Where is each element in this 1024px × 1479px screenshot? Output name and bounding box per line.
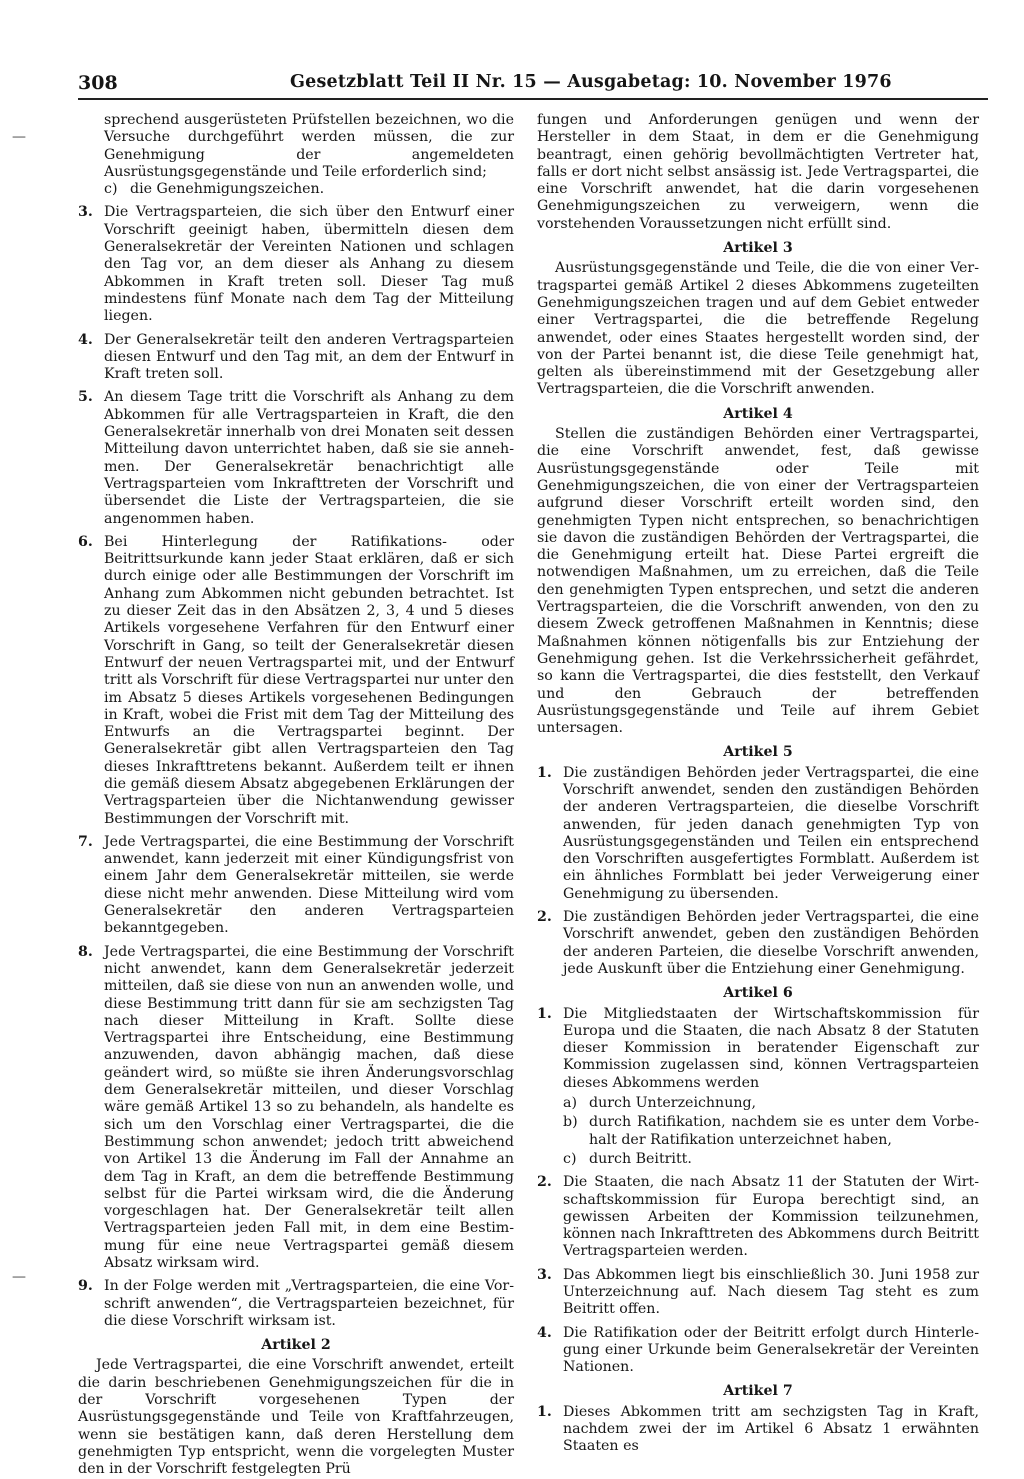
paragraph-number: 2.: [537, 1174, 552, 1191]
article-6-paragraph-2: [537, 1174, 979, 1260]
item-text: durch Beitritt.: [589, 1150, 692, 1167]
page-number: 308: [78, 72, 118, 94]
paragraph-text: Jede Vertragspartei, die eine Bestimmung der Vorschrift anwendet, kann jederzeit mit einer Kündigungsfrist von einem Jahr dem Generalsekretär mitteilen, sie werde diese nicht mehr anwenden. Diese Mitteilung wird vom Generalsekretär den anderen Vertragsparteien bekanntgegeben.: [104, 833, 514, 937]
item-label: b): [563, 1114, 578, 1131]
paragraph-4: [78, 332, 514, 384]
left-column: [78, 112, 514, 1479]
paragraph-text: Die Vertragsparteien, die sich über den Entwurf einer Vorschrift geeinigt haben, übermitteln diesen dem Generalsekretär der Vereinten Nationen und schlagen den Tag vor, an dem dieser als Anhang zu diesem Abkommen in Kraft treten soll. Dieser Tag muß mindestens fünf Monate nach dem Tag der Mitteilung liegen.: [104, 204, 514, 325]
article-7-heading: Artikel 7: [723, 1383, 793, 1400]
item-label: c): [563, 1150, 577, 1167]
paragraph-9: [78, 1278, 514, 1330]
running-title: Gesetzblatt Teil II Nr. 15 — Ausgabetag: 10. November 1976: [290, 72, 892, 92]
article-4-heading: Artikel 4: [723, 405, 793, 422]
paragraph-number: 1.: [537, 1403, 552, 1420]
paragraph-text: Jede Vertragspartei, die eine Bestimmung der Vorschrift nicht anwendet, kann dem Generalsekretär jederzeit mitteilen, daß sie diese von nun an anwenden wolle, und diese Bestimmung tritt dann für sie am sechzigsten Tag nach dieser Mitteilung in Kraft. Sollte diese Vertragspartei ihre Entscheidung, eine Bestimmung anzuwenden, davon abhängig machen, daß diese geändert wird, so müßte sie ihren Änderungsvorschlag dem Generalsekretär mitteilen, und dieser Vorschlag wäre gemäß Artikel 13 so zu behandeln, als handelte es sich um den Vorschlag einer Vertragspartei, die die Bestimmung schon anwendet; jedoch tritt abweichend von Artikel 13 die Änderung im Fall der Annahme an dem Tag in Kraft, an dem die betreffende Bestimmung selbst für die Partei wirksam wird, die die Änderung vorgeschlagen hat. Der Generalsekretär teilt allen Vertragsparteien jeden Fall mit, in dem eine Bestimmung für eine neue Vertragspartei gemäß diesem Absatz wirksam wird.: [104, 943, 514, 1271]
paragraph-text: Die Mitgliedstaaten der Wirtschaftskommission für Europa und die Staaten, die nach Absatz 8 der Statuten dieser Kommission in beratender Eigenschaft zur Kommission zugelassen sind, können Vertragsparteien dieses Abkommens werden: [563, 1005, 979, 1091]
article-3-text: Ausrüstungsgegenstände und Teile, die die von einer Vertragspartei gemäß Artikel 2 dieses Abkommens zugeteilten Genehmigungszeichen tragen und auf dem Gebiet entweder einer Vertragspartei, die die betreffende Regelung anwendet, oder eines Staates hergestellt worden sind, der von der Partei benannt ist, die diese Teile genehmigt hat, gelten als übereinstimmend mit der Gesetzgebung aller Vertragsparteien, die die Vorschrift anwenden.: [537, 260, 979, 398]
item-b-continuation: sprechend ausgerüsteten Prüfstellen bezeichnen, wo die Versuche durchgeführt werden müssen, die zur Genehmigung der angemeldeten Ausrüstungsgegenstände und Teile erforderlich sind;: [104, 112, 514, 180]
paragraph-number: 1.: [537, 764, 552, 781]
article-5-paragraph-1: [537, 765, 979, 903]
paragraph-text: Die zuständigen Behörden jeder Vertragspartei, die eine Vorschrift anwendet, geben den zuständigen Behörden der anderen Parteien, die dieselbe Vorschrift anwenden, jede Auskunft über die Entziehung einer Genehmigung.: [563, 909, 979, 977]
paragraph-number: 7.: [78, 833, 93, 850]
paragraph-number: 3.: [537, 1266, 552, 1283]
paragraph-text: Der Generalsekretär teilt den anderen Vertragsparteien diesen Entwurf und den Tag mit, an dem der Entwurf in Kraft treten soll.: [104, 331, 514, 383]
paragraph-5: [78, 389, 514, 527]
item-text: die Genehmigungszeichen.: [130, 181, 325, 198]
paragraph-number: 6.: [78, 533, 93, 550]
paragraph-number: 4.: [78, 331, 93, 348]
list-item-c: [78, 181, 514, 198]
list-item-a: [537, 1095, 979, 1112]
article-6-paragraph-1: [537, 1006, 979, 1092]
article-6-heading: Artikel 6: [723, 985, 793, 1002]
paragraph-number: 8.: [78, 943, 93, 960]
article-2-heading: Artikel 2: [261, 1337, 331, 1354]
article-5-paragraph-2: [537, 909, 979, 978]
article-5-heading: Artikel 5: [723, 744, 793, 761]
article-7-paragraph-1: [537, 1404, 979, 1456]
paragraph-text: Bei Hinterlegung der Ratifikations- oder Beitrittsurkunde kann jeder Staat erklären, daß er sich durch einige oder alle Bestimmungen der Vorschrift im Anhang zum Abkommen nicht gebunden betrachtet. Ist zu dieser Zeit das in den Absätzen 2, 3, 4 und 5 dieses Artikels vorgesehene Verfahren für den Entwurf einer Vorschrift in Gang, so teilt der Generalsekretär diesen Entwurf der neuen Vertragspartei mit, und der Entwurf tritt als Vorschrift für diese Vertragspartei nur unter den im Absatz 5 dieses Artikels vorgesehenen Bedingungen in Kraft, wobei die Frist mit dem Tag der Mitteilung des Entwurfs an die Vertragspartei beginnt. Der Generalsekretär gibt allen Vertragsparteien den Tag dieses Inkrafttretens bekannt. Außerdem teilt er ihnen die gemäß diesem Absatz abgegebenen Erklärungen der Vertragsparteien über die Nichtanwendung gewisser Bestimmungen der Vorschrift mit.: [104, 533, 514, 827]
paragraph-text: Die Staaten, die nach Absatz 11 der Statuten der Wirtschaftskommission für Europa berechtigt sind, an gewissen Arbeiten der Kommission teilzunehmen, können nach Inkrafttreten des Abkommens durch Beitritt Vertragsparteien werden.: [563, 1174, 979, 1260]
paragraph-text: Dieses Abkommen tritt am sechzigsten Tag in Kraft, nachdem zwei der im Artikel 6 Absatz 1 erwähnten Staaten es: [563, 1403, 979, 1455]
header-rule: [78, 98, 988, 100]
page-header: [78, 72, 988, 98]
paragraph-8: [78, 944, 514, 1273]
item-label: c): [104, 181, 118, 198]
item-text: durch Ratifikation, nachdem sie es unter dem Vorbehalt der Ratifikation unterzeichnet haben,: [589, 1114, 979, 1148]
list-item-b: [537, 1114, 979, 1149]
margin-mark: —: [12, 129, 26, 145]
paragraph-number: 3.: [78, 204, 93, 221]
paragraph-text: Das Abkommen liegt bis einschließlich 30. Juni 1958 zur Unterzeichnung auf. Nach diesem Tag steht es zum Beitritt offen.: [563, 1266, 979, 1318]
paragraph-text: Die zuständigen Behörden jeder Vertragspartei, die eine Vorschrift anwendet, senden den zuständigen Behörden der anderen Vertragsparteien, die dieselbe Vorschrift anwenden, für jeden danach genehmigten Typ von Ausrüstungsgegenständen und Teilen ein entsprechend den Vorschriften ausgefertigtes Formblatt. Außerdem ist ein ähnliches Formblatt bei jeder Verweigerung einer Genehmigung zu übersenden.: [563, 764, 979, 902]
paragraph-number: 9.: [78, 1278, 93, 1295]
paragraph-3: [78, 204, 514, 325]
article-2-text: Jede Vertragspartei, die eine Vorschrift anwendet, erteilt die darin beschriebenen Genehmigungszeichen für die in der Vorschrift vorgesehenen Typen der Ausrüstungsgegenstände und Teile von Kraftfahrzeugen, wenn sie bestätigen kann, daß deren Herstellung dem genehmigten Typ entspricht, wenn die vorgelegten Muster den in der Vorschrift festgelegten Prü: [78, 1357, 514, 1478]
paragraph-number: 5.: [78, 389, 93, 406]
paragraph-text: Die Ratifikation oder der Beitritt erfolgt durch Hinterlegung einer Urkunde beim Generalsekretär der Vereinten Nationen.: [563, 1324, 979, 1376]
paragraph-text: An diesem Tage tritt die Vorschrift als Anhang zu dem Abkommen für alle Vertragsparteien in Kraft, die den Generalsekretär innerhalb von drei Monaten seit dessen Mitteilung davon unterrichtet haben, daß sie sie annehmen. Der Generalsekretär benachrichtigt alle Vertragsparteien vom Inkrafttreten der Vorschrift und übersendet die Liste der Vertragsparteien, die sie angenommen haben.: [104, 389, 514, 527]
article-3-heading: Artikel 3: [723, 240, 793, 257]
item-text: durch Unterzeichnung,: [589, 1095, 757, 1112]
right-column: [537, 112, 979, 1462]
paragraph-number: 4.: [537, 1324, 552, 1341]
paragraph-6: [78, 534, 514, 828]
margin-mark: —: [12, 1269, 26, 1285]
article-6-paragraph-3: [537, 1267, 979, 1319]
paragraph-number: 1.: [537, 1005, 552, 1022]
paragraph-7: [78, 834, 514, 938]
article-2-continuation: fungen und Anforderungen genügen und wenn der Hersteller in dem Staat, in dem er die Genehmigung beantragt, einen gehörig bevollmächtigten Vertreter hat, falls er dort nicht selbst ansässig ist. Jede Vertragspartei, die eine Vorschrift anwendet, hat die darin vorgesehenen Genehmigungszeichen zu verweigern, wenn die vorstehenden Voraussetzungen nicht erfüllt sind.: [537, 112, 979, 232]
list-item-c: [537, 1151, 979, 1168]
article-4-text: Stellen die zuständigen Behörden einer Vertragspartei, die eine Vorschrift anwendet, fest, daß gewisse Ausrüstungsgegenstände oder Teile mit Genehmigungszeichen, die von einer der Vertragsparteien aufgrund dieser Vorschrift erteilt worden sind, den genehmigten Typen nicht entsprechen, so benachrichtigen sie davon die zuständigen Behörden der Vertragspartei, die die Genehmigung erteilt hat. Diese Partei ergreift die notwendigen Maßnahmen, um zu erreichen, daß die Teile den genehmigten Typen entsprechen, und setzt die anderen Vertragsparteien, die die Vorschrift anwenden, von den zu diesem Zweck getroffenen Maßnahmen in Kenntnis; diese Maßnahmen können nötigenfalls bis zur Entziehung der Genehmigung gehen. Ist die Verkehrssicherheit gefährdet, so kann die Vertragspartei, die dies feststellt, den Verkauf und den Gebrauch der betreffenden Ausrüstungsgegenstände und Teile auf ihrem Gebiet untersagen.: [537, 426, 979, 737]
paragraph-text: In der Folge werden mit „Vertragsparteien, die eine Vorschrift anwenden“, die Vertragsparteien bezeichnet, für die diese Vorschrift wirksam ist.: [104, 1278, 514, 1329]
article-6-paragraph-4: [537, 1325, 979, 1377]
item-label: a): [563, 1095, 577, 1112]
paragraph-number: 2.: [537, 909, 552, 926]
